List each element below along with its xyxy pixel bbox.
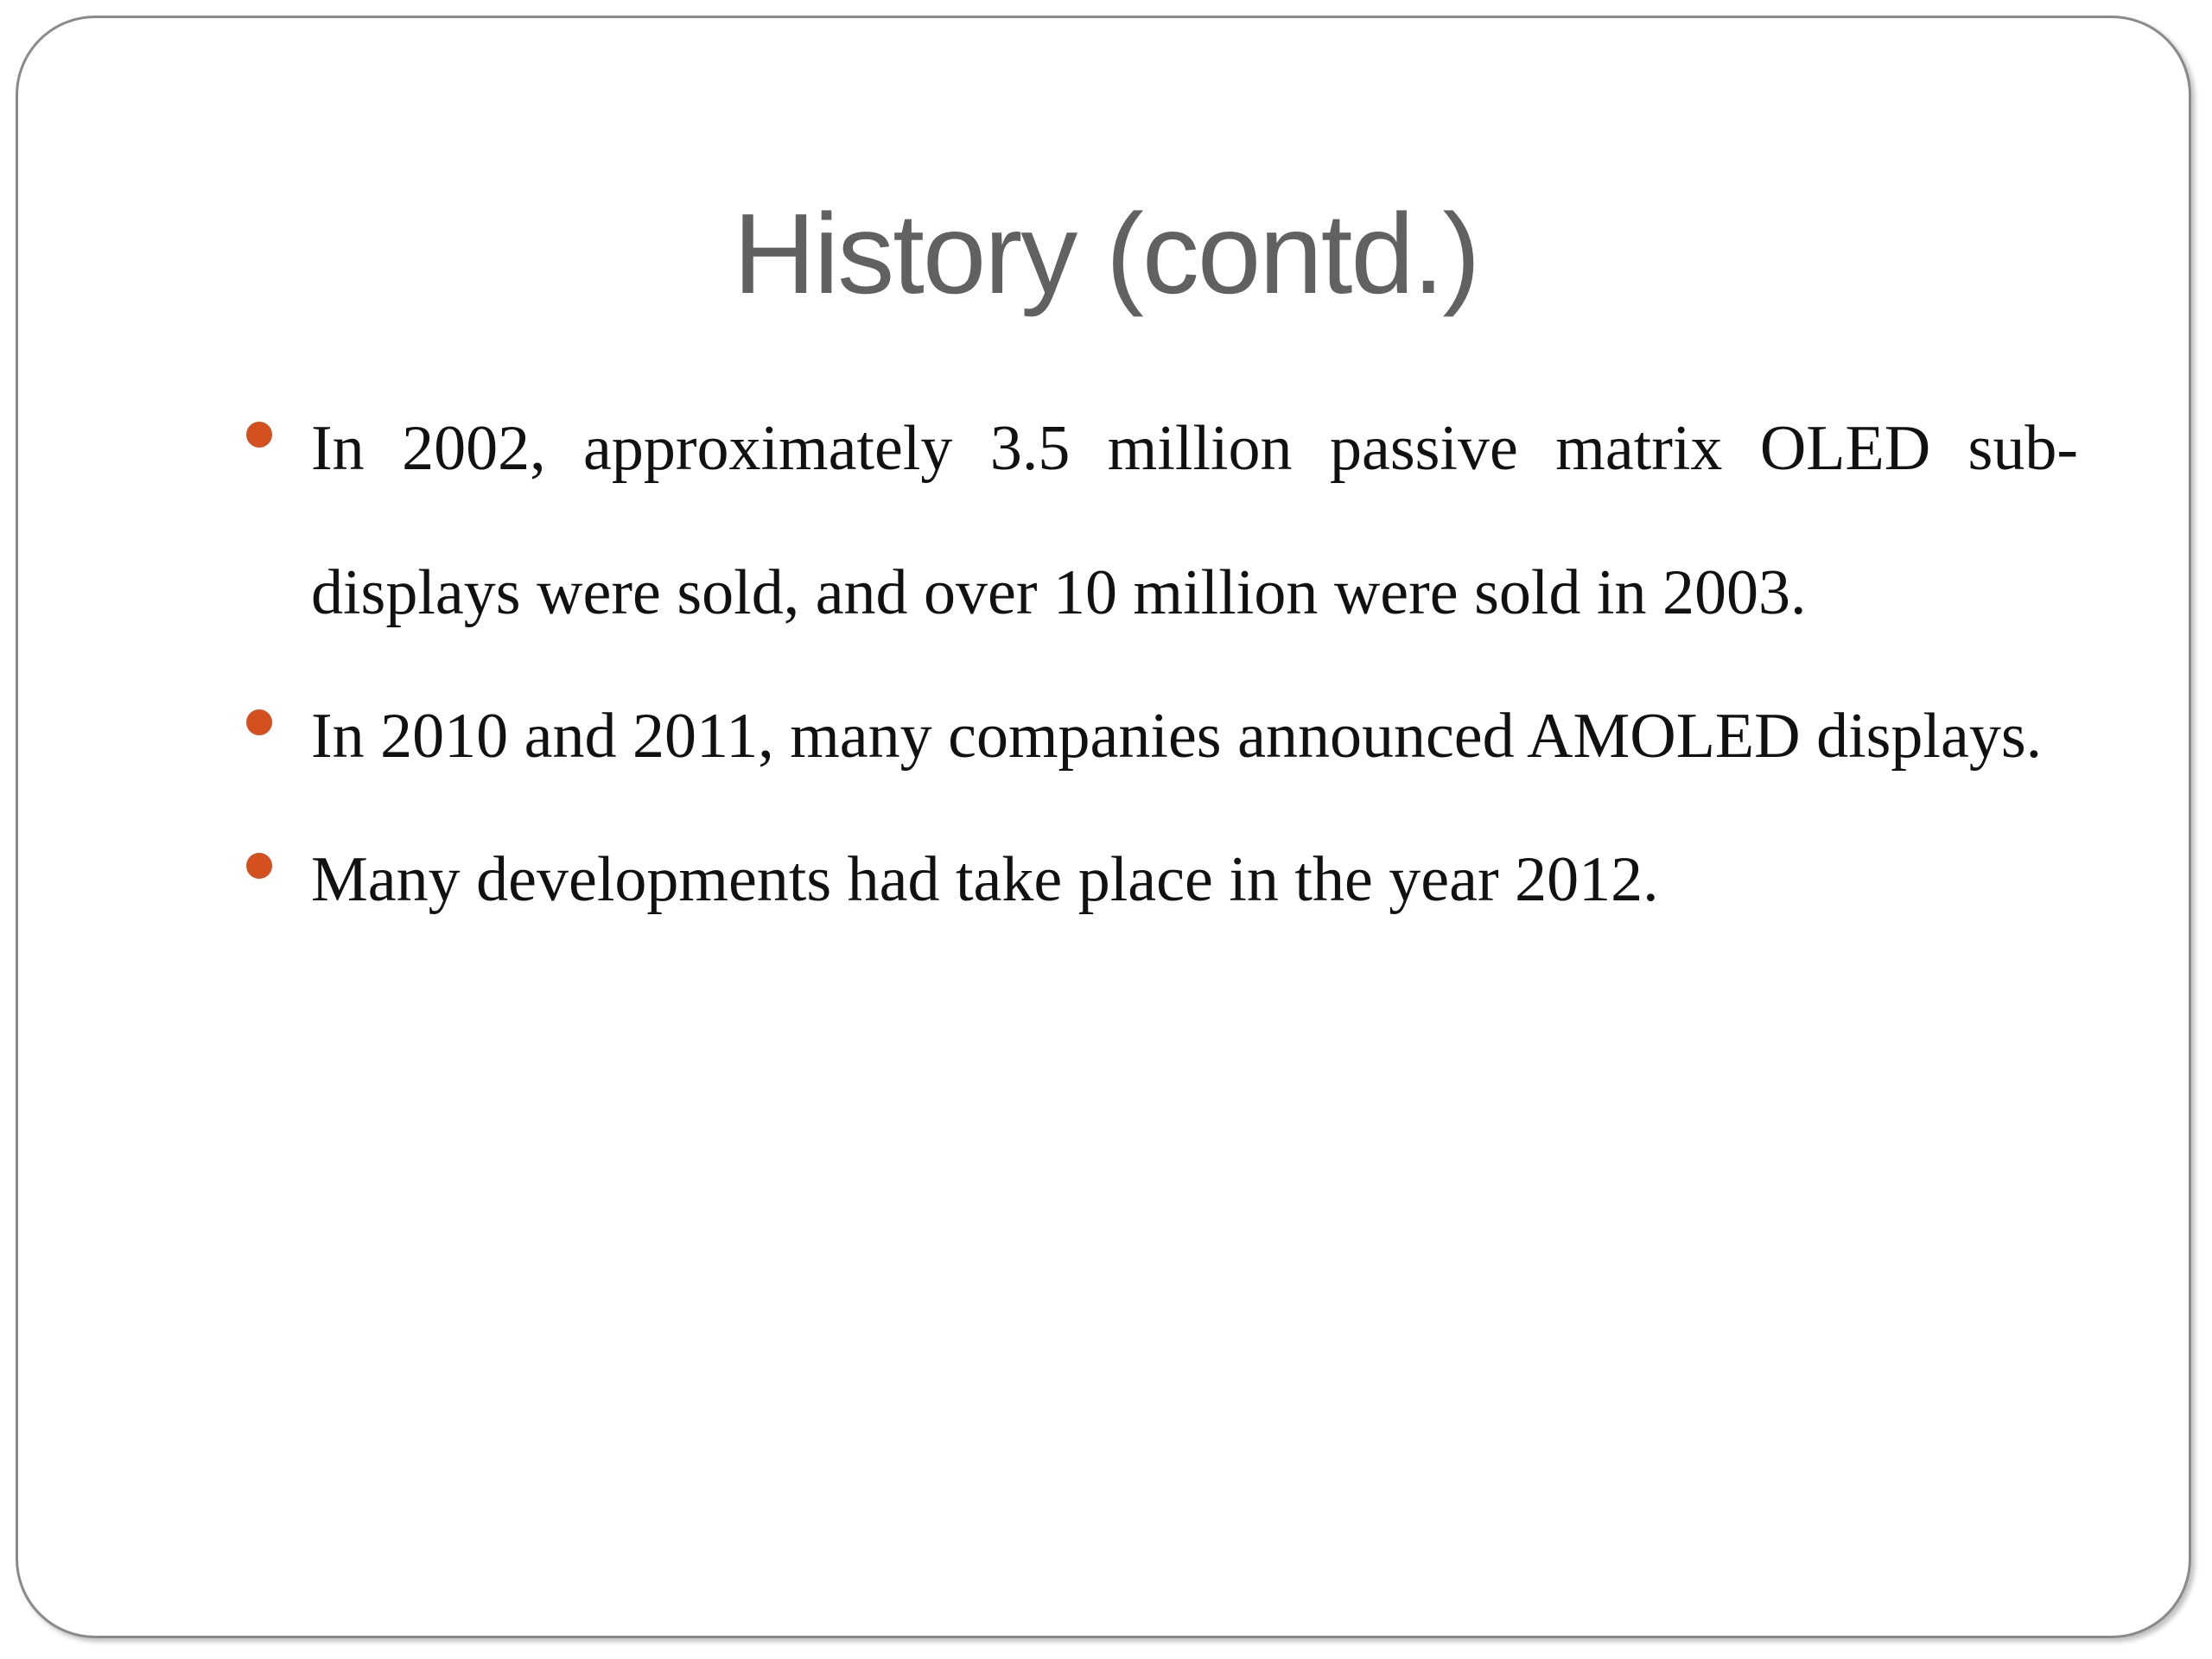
bullet-marker-icon: [246, 853, 272, 879]
bullet-text: In 2002, approximately 3.5 million passive matrix OLED sub-displays were sold, and over 10 million were sold in 2003.: [311, 413, 2078, 628]
bullet-text: In 2010 and 2011, many companies announced AMOLED displays.: [311, 701, 2043, 772]
bullet-list: [246, 397, 2078, 972]
bullet-item-2: [246, 664, 2078, 809]
bullet-marker-icon: [246, 709, 272, 735]
bullet-text: Many developments had take place in the year 2012.: [311, 844, 1659, 915]
bullet-item-1: [246, 377, 2078, 665]
slide-title: History (contd.): [733, 190, 1479, 317]
bullet-item-3: [246, 808, 2078, 952]
bullet-marker-icon: [246, 422, 272, 448]
